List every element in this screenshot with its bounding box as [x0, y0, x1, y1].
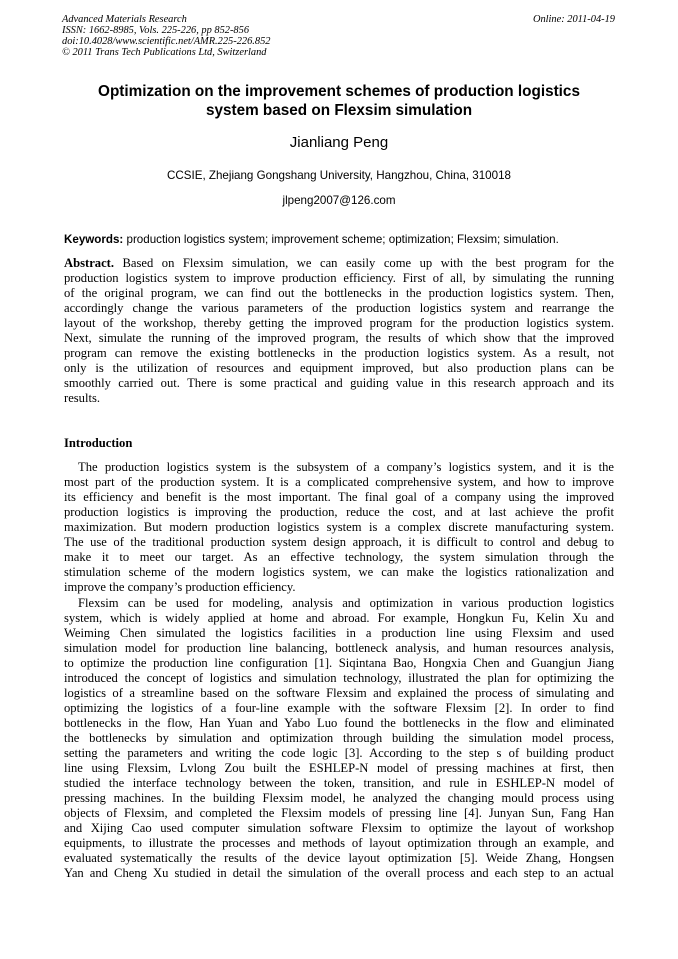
journal-name: Advanced Materials Research: [62, 14, 187, 25]
body-line: Weiming Chen simulated the logistics facilities in a production line using Flexsim and used: [64, 626, 614, 640]
body-line: system, which is widely applied at home and abroad. For example, Hongkun Fu, Kelin Xu and: [64, 611, 614, 625]
body-line: maximization. But modern production logistics system is a complex discrete manufacturing system.: [64, 520, 614, 534]
body-line: Yan and Cheng Xu studied in detail the simulation of the overall process and each step to an actual: [64, 866, 614, 880]
author-email: jlpeng2007@126.com: [282, 194, 396, 207]
body-line: The use of the traditional production system design approach, it is difficult to control and debug to: [64, 535, 614, 549]
body-line: evaluated systematically the results of the device layout optimization [5]. Weide Zhang, Hongsen: [64, 851, 614, 865]
online-date: Online: 2011-04-19: [532, 14, 615, 25]
body-line: optimizing the logistics of a four-line example with the software Flexsim [2]. In order to find: [64, 701, 614, 715]
doi-line: doi:10.4028/www.scientific.net/AMR.225-226.852: [62, 36, 271, 47]
body-line: pressing machines. In the building Flexsim model, he analyzed the changing mould process using: [64, 791, 614, 805]
body-line: production logistics is improving the production, reduce the cost, and at last achieve the profit: [64, 505, 614, 519]
affiliation: CCSIE, Zhejiang Gongshang University, Hangzhou, China, 310018: [167, 169, 511, 182]
abstract-line: Next, simulate the running of the improved program, the results of which show that the improved: [64, 331, 614, 345]
body-line: stimulation scheme of the modern logistics system, we can make the logistics rationalization and: [64, 565, 614, 579]
paper-title: [62, 82, 616, 120]
issn-line: ISSN: 1662-8985, Vols. 225-226, pp 852-856: [62, 25, 250, 36]
author-name: Jianliang Peng: [289, 134, 389, 151]
copyright-line: © 2011 Trans Tech Publications Ltd, Switzerland: [62, 47, 267, 58]
abstract-line: Based on Flexsim simulation, we can easily come up with the best program for the: [114, 256, 614, 270]
body-line: line using Flexsim, Lvlong Zou built the ESHLEP-N model of pressing machines at first, then: [64, 761, 614, 775]
abstract-line: of the original program, we can find out the bottlenecks in the production logistics system. Then,: [64, 286, 614, 300]
keywords-text: production logistics system; improvement scheme; optimization; Flexsim; simulation.: [123, 233, 559, 246]
abstract-line: smoothly carried out. There is some practical and guiding value in this research approach and its: [64, 376, 614, 390]
keywords: [64, 233, 559, 247]
abstract-line: only is the utilization of resources and equipment improved, but also production plans can be: [64, 361, 614, 375]
body-line: introduced the concept of logistics and simulation technology, illustrated the plan for optimizing the: [64, 671, 614, 685]
body-line: simulation model for production line balancing, bottleneck analysis, and human resources analysis,: [64, 641, 614, 655]
body-line: the bottlenecks by simulation and optimization through building the simulation model process,: [64, 731, 614, 745]
body-line: bottlenecks in the flow, Han Yuan and Yabo Luo found the bottlenecks in the flow and eliminated: [64, 716, 614, 730]
body-line: setting the parameters and writing the code logic [3]. According to the step s of building product: [64, 746, 614, 760]
body-line: most part of the production system. It is a complicated comprehensive system, and how to improve: [64, 475, 614, 489]
body-line: to optimize the production line configuration [1]. Siqintana Bao, Hongxia Chen and Guangjun Jiang: [64, 656, 614, 670]
body-line: studied the interface technology between the token, transition, and rule in ESHLEP-N model of: [64, 776, 614, 790]
title-line-2: system based on Flexsim simulation: [205, 102, 473, 119]
abstract: [64, 256, 614, 406]
abstract-line: program can remove the existing bottlenecks in the production logistics system. As a result, not: [64, 346, 614, 360]
running-header: [62, 14, 270, 58]
body-line: objects of Flexsim, and completed the Flexsim models of pressing line [4]. Junyan Sun, Fang Han: [64, 806, 614, 820]
abstract-line: production logistics system to improve production efficiency. First of all, by simulating the running: [64, 271, 614, 285]
abstract-line: results.: [64, 391, 101, 405]
abstract-label: Abstract.: [64, 256, 115, 270]
abstract-line: accordingly change the various parameters of the production logistics system and rearrange the: [64, 301, 614, 315]
body-line: improve the company’s production efficiency.: [64, 580, 296, 594]
body-line: its efficiency and benefit is the most important. The final goal of a company using the improved: [64, 490, 614, 504]
body-line: equipments, to illustrate the processes and methods of layout optimization through an example, and: [64, 836, 614, 850]
body-line: and Xijing Cao used computer simulation software Flexsim to optimize the layout of workshop: [64, 821, 614, 835]
body-line: make it to meet our target. As an effective technology, the system simulation through the: [64, 550, 614, 564]
introduction-paragraph-2: [64, 596, 614, 881]
keywords-label: Keywords:: [64, 233, 124, 246]
body-line: The production logistics system is the subsystem of a company’s logistics system, and it is the: [78, 460, 614, 474]
section-heading-introduction: Introduction: [64, 436, 133, 450]
title-line-1: Optimization on the improvement schemes of production logistics: [98, 83, 580, 100]
body-line: logistics of a streamline based on the software Flexsim and explained the process of simulating and: [64, 686, 614, 700]
body-line: Flexsim can be used for modeling, analysis and optimization in various production logistics: [78, 596, 614, 610]
abstract-line: layout of the workshop, thereby getting the improved program for the production logistics system.: [64, 316, 614, 330]
introduction-paragraph-1: [64, 460, 614, 595]
